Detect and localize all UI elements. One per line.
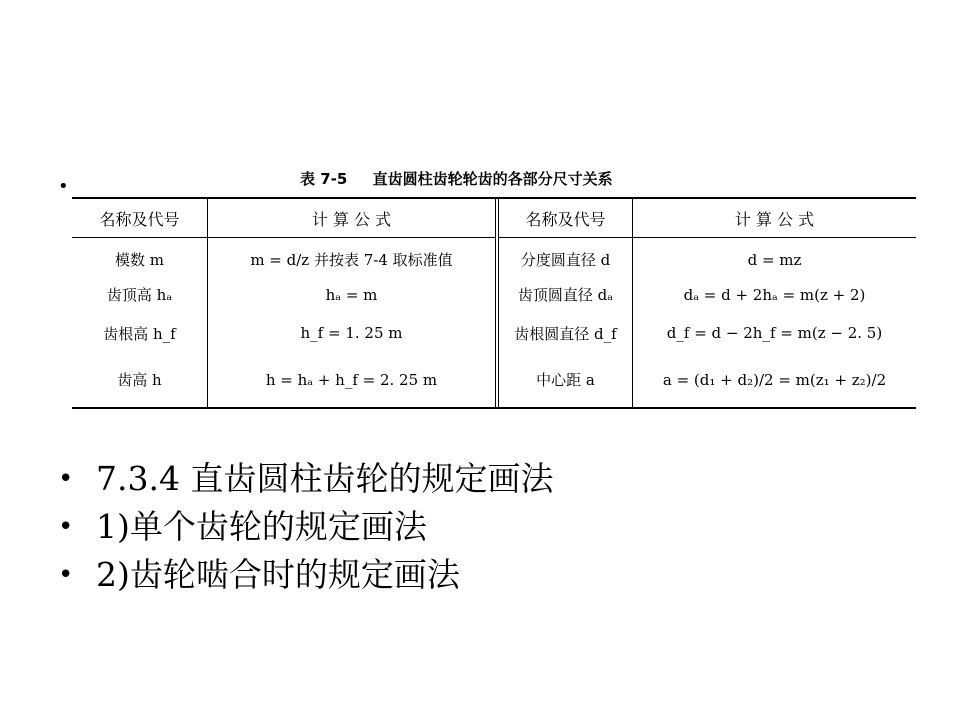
- cell-tooth-height: 齿高 h: [72, 352, 208, 407]
- bullet-text: 7.3.4 直齿圆柱齿轮的规定画法: [96, 459, 554, 498]
- cell-tip-diameter: 齿顶圆直径 dₐ: [497, 276, 633, 314]
- bullet-text: 2)齿轮啮合时的规定画法: [96, 555, 460, 594]
- bullet-marker: •: [58, 560, 74, 590]
- table-row: [72, 314, 916, 352]
- bullet-marker: •: [58, 512, 74, 542]
- bullet-item: [58, 455, 553, 503]
- table-row: [72, 238, 916, 276]
- header-name-code-right: 名称及代号: [497, 199, 633, 238]
- header-formula-right: 计 算 公 式: [633, 199, 917, 238]
- cell-pitch-diameter-formula: d = mz: [747, 250, 802, 269]
- header-name-code-left: 名称及代号: [72, 199, 208, 238]
- bullet-marker: •: [58, 464, 74, 494]
- cell-tip-diameter-formula: dₐ = d + 2hₐ = m(z + 2): [683, 285, 866, 304]
- cell-root-diameter: 齿根圆直径 d_f: [497, 314, 633, 352]
- cell-center-distance-formula: a = (d₁ + d₂)/2 = m(z₁ + z₂)/2: [662, 370, 887, 389]
- table-row: [72, 276, 916, 314]
- cell-addendum: 齿顶高 hₐ: [72, 276, 208, 314]
- cell-addendum-formula: hₐ = m: [208, 276, 498, 314]
- bullet-item: [58, 551, 553, 599]
- table-caption: [300, 168, 700, 190]
- cell-root-diameter-formula: d_f = d − 2h_f = m(z − 2. 5): [666, 324, 883, 343]
- cell-pitch-diameter: 分度圆直径 d: [497, 238, 633, 276]
- stray-bullet-marker: •: [58, 176, 69, 197]
- cell-tooth-height-formula: h = hₐ + h_f = 2. 25 m: [208, 352, 498, 407]
- cell-dedendum-formula: h_f = 1. 25 m: [208, 314, 498, 352]
- dimension-table: [72, 197, 916, 409]
- cell-module: 模数 m: [72, 238, 208, 276]
- cell-center-distance: 中心距 a: [497, 352, 633, 407]
- bullet-text: 1)单个齿轮的规定画法: [96, 507, 427, 546]
- table-header-row: [72, 199, 916, 238]
- cell-dedendum: 齿根高 h_f: [72, 314, 208, 352]
- table-caption-number: 表 7-5: [300, 170, 348, 188]
- table-row: [72, 352, 916, 407]
- bullet-item: [58, 503, 553, 551]
- cell-module-formula: m = d/z 并按表 7-4 取标准值: [208, 238, 498, 276]
- header-formula-left: 计 算 公 式: [208, 199, 498, 238]
- table-caption-text: 直齿圆柱齿轮轮齿的各部分尺寸关系: [372, 170, 613, 188]
- bullet-list: [58, 455, 553, 599]
